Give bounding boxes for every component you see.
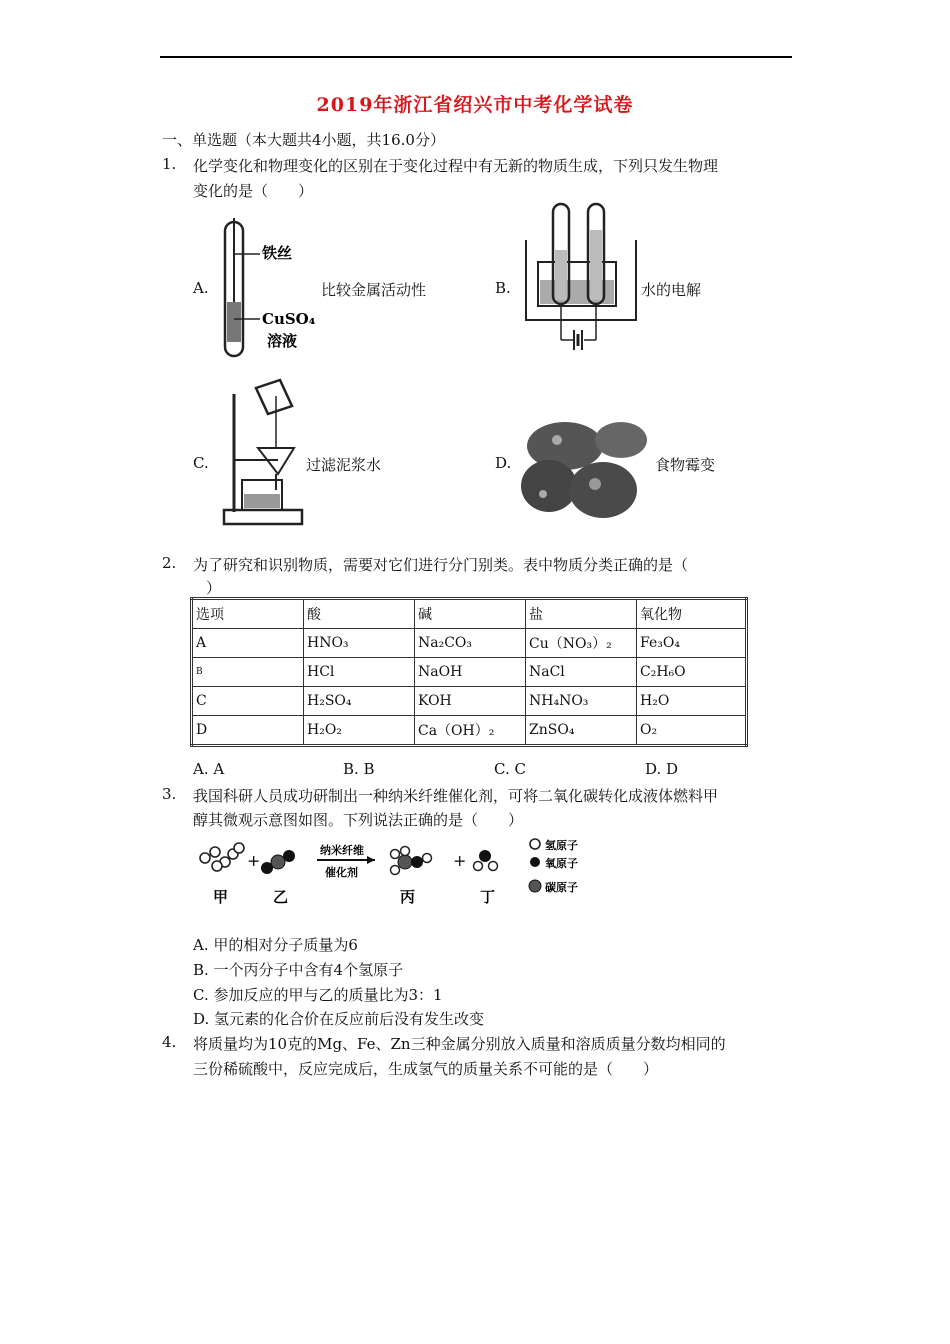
q3-option-a: A. 甲的相对分子质量为6 [193, 936, 358, 954]
carbon-legend-icon [529, 880, 541, 892]
table-cell: D [192, 716, 304, 746]
table-cell: KOH [415, 687, 526, 716]
label-wire: 铁丝 [262, 244, 293, 262]
q1-stem-line2: 变化的是（ ） [193, 182, 314, 200]
table-cell: ZnSO₄ [526, 716, 637, 746]
reaction-diagram [195, 836, 605, 908]
table-cell: C [192, 687, 304, 716]
table-cell: Ca（OH）₂ [415, 716, 526, 746]
catalyst-label-2: 催化剂 [325, 866, 358, 879]
table-cell: HCl [304, 658, 415, 687]
q3-option-d: D. 氢元素的化合价在反应前后没有发生改变 [193, 1010, 485, 1028]
q2-choice-d: D. D [645, 760, 679, 778]
q1-stem-line1: 化学变化和物理变化的区别在于变化过程中有无新的物质生成，下列只发生物理 [193, 157, 719, 175]
q1-number: 1. [162, 155, 177, 173]
catalyst-label-1: 纳米纤维 [320, 844, 364, 857]
q1-option-a-text: 比较金属活动性 [321, 281, 427, 299]
table-cell: NaCl [526, 658, 637, 687]
q4-stem-line1: 将质量均为10克的Mg、Fe、Zn三种金属分别放入质量和溶质质量分数均相同的 [193, 1035, 726, 1053]
test-tube-figure [215, 214, 325, 360]
table-cell: NH₄NO₃ [526, 687, 637, 716]
table-row [192, 716, 747, 746]
header-cell: 选项 [192, 599, 304, 629]
table-row [192, 629, 747, 658]
section-heading: 一、单选题（本大题共4小题，共16.0分） [162, 131, 445, 149]
q1-option-b-letter: B. [495, 279, 511, 297]
table-cell: NaOH [415, 658, 526, 687]
legend-carbon: 碳原子 [545, 881, 578, 894]
svg-text:+: + [247, 851, 261, 870]
label-jia: 甲 [213, 888, 229, 906]
hydrogen-legend-icon [530, 839, 540, 849]
q3-option-b: B. 一个丙分子中含有4个氢原子 [193, 961, 404, 979]
q2-choice-a: A. A [193, 760, 225, 778]
table-row [192, 658, 747, 687]
header-cell: 氧化物 [637, 599, 747, 629]
table-cell: A [192, 629, 304, 658]
q3-stem-line2: 醇其微观示意图如图。下列说法正确的是（ ） [193, 811, 524, 829]
table-cell: Cu（NO₃）₂ [526, 629, 637, 658]
label-solution: 溶液 [267, 332, 298, 350]
table-cell: Na₂CO₃ [415, 629, 526, 658]
q3-number: 3. [162, 785, 177, 803]
table-cell: O₂ [637, 716, 747, 746]
table-row [192, 687, 747, 716]
table-cell: H₂O [637, 687, 747, 716]
table-cell: HNO₃ [304, 629, 415, 658]
table-header-row [192, 599, 747, 629]
q4-number: 4. [162, 1033, 177, 1051]
label-cuso4: CuSO₄ [262, 310, 316, 328]
q1-option-c-text: 过滤泥浆水 [306, 456, 382, 474]
table-cell: H₂SO₄ [304, 687, 415, 716]
q2-stem-line1: 为了研究和识别物质，需要对它们进行分门别类。表中物质分类正确的是（ [193, 556, 689, 574]
q4-stem-line2: 三份稀硫酸中，反应完成后，生成氢气的质量关系不可能的是（ ） [193, 1060, 659, 1078]
q2-choice-c: C. C [494, 760, 526, 778]
table-cell: C₂H₆O [637, 658, 747, 687]
q1-option-a-letter: A. [193, 279, 209, 297]
top-rule [160, 56, 792, 58]
q2-stem-line2: ） [206, 579, 222, 597]
label-yi: 乙 [273, 888, 289, 906]
header-cell: 酸 [304, 599, 415, 629]
legend-oxygen: 氧原子 [545, 857, 578, 870]
q3-stem-line1: 我国科研人员成功研制出一种纳米纤维催化剂，可将二氧化碳转化成液体燃料甲 [193, 787, 719, 805]
page-title: 2019年浙江省绍兴市中考化学试卷 [316, 94, 634, 116]
q1-option-d-letter: D. [495, 454, 512, 472]
label-bing: 丙 [400, 888, 416, 906]
header-cell: 碱 [415, 599, 526, 629]
q2-number: 2. [162, 554, 177, 572]
q1-option-c-letter: C. [193, 454, 209, 472]
legend-hydrogen: 氢原子 [545, 839, 578, 852]
label-ding: 丁 [480, 888, 496, 906]
q1-option-b-text: 水的电解 [641, 281, 702, 299]
electrolysis-figure [518, 200, 638, 360]
q2-choice-b: B. B [343, 760, 375, 778]
header-cell: 盐 [526, 599, 637, 629]
classification-table [190, 597, 748, 747]
moldy-food-figure [517, 418, 652, 524]
svg-text:+: + [453, 851, 467, 870]
table-cell: Fe₃O₄ [637, 629, 747, 658]
oxygen-legend-icon [530, 857, 540, 867]
q1-option-d-text: 食物霉变 [655, 456, 716, 474]
table-cell: H₂O₂ [304, 716, 415, 746]
table-cell: B [192, 658, 304, 687]
filtration-figure [218, 376, 310, 530]
q3-option-c: C. 参加反应的甲与乙的质量比为3：1 [193, 986, 443, 1004]
